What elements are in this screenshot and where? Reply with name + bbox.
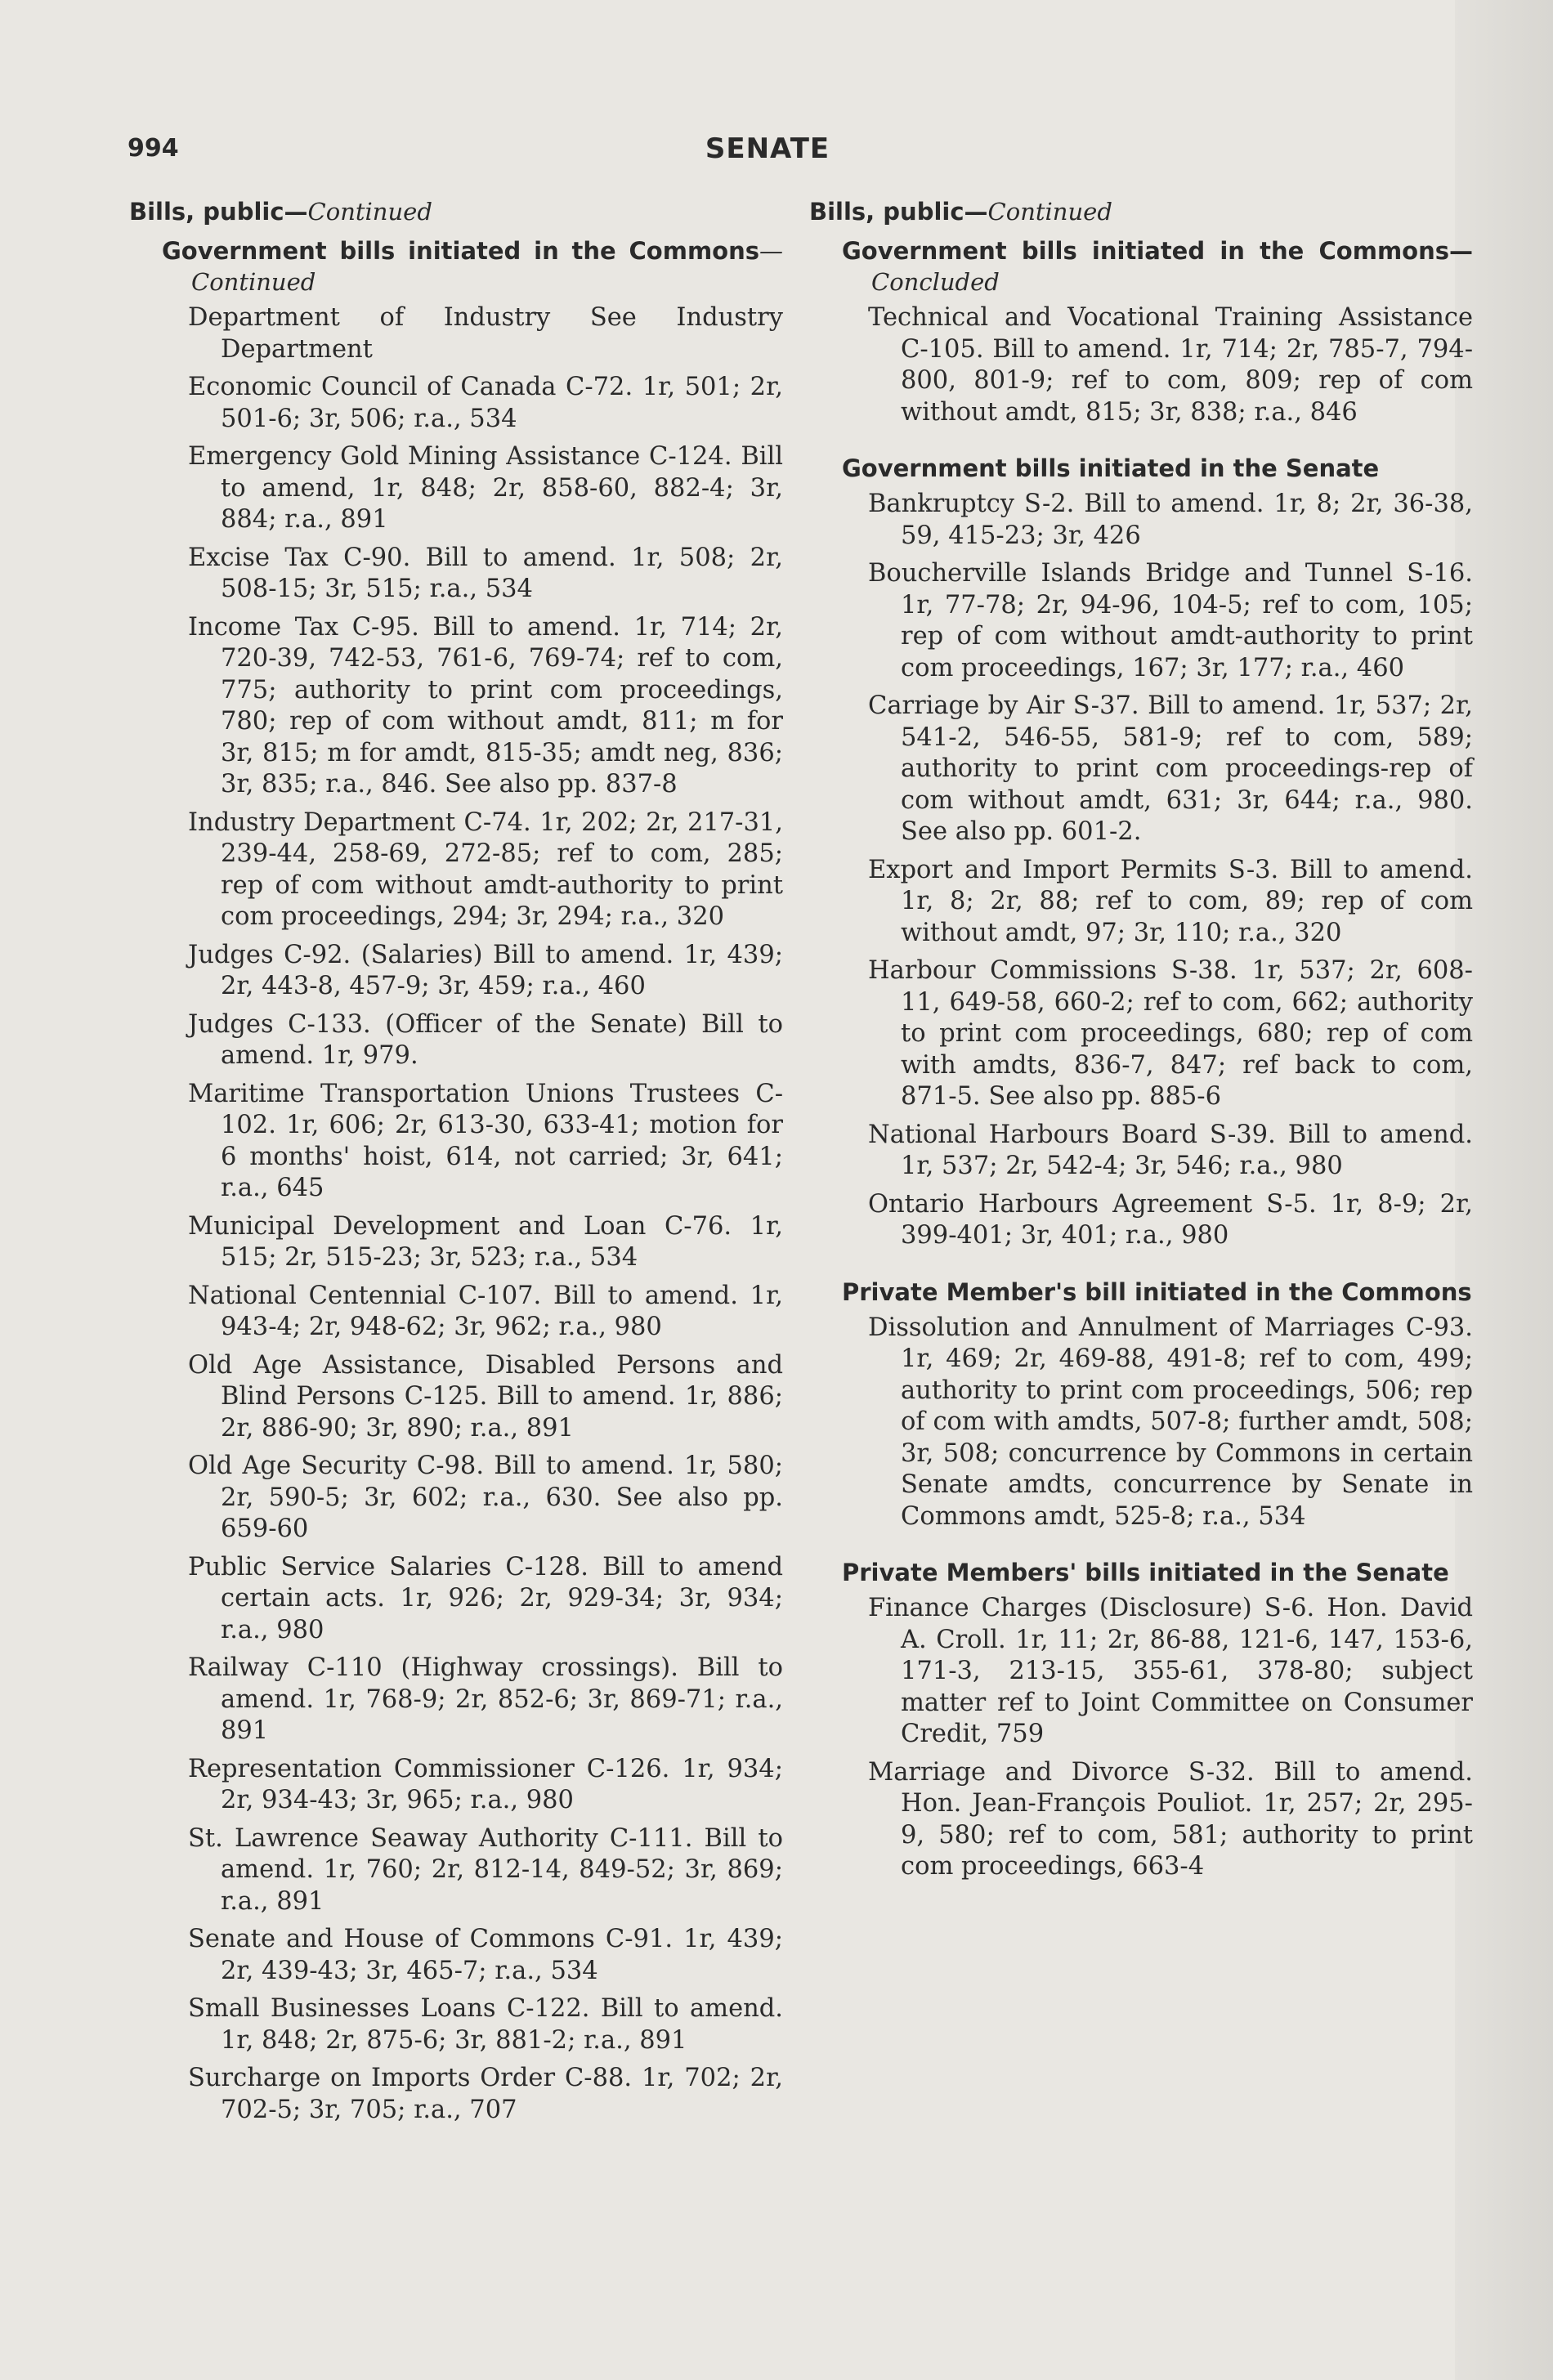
index-entry: Bankruptcy S-2. Bill to amend. 1r, 8; 2r, 36-38, 59, 415-23; 3r, 426 [868,490,1473,550]
index-entry: National Harbours Board S-39. Bill to amend. 1r, 537; 2r, 542-4; 3r, 546; r.a., 980 [868,1120,1473,1180]
index-entry: Marriage and Divorce S-32. Bill to amend. Hon. Jean-François Pouliot. 1r, 257; 2r, 295-9, 580; ref to com, 581; authority to print com proceedings, 663-4 [868,1757,1473,1881]
section-subheading: Government bills initiated in the Commons—Concluded [842,237,1473,296]
index-entry: Finance Charges (Disclosure) S-6. Hon. David A. Croll. 1r, 11; 2r, 86-88, 121-6, 147, 153-6, 171-3, 213-15, 355-61, 378-80; subject matter ref to Joint Committee on Consumer Credit, 759 [868,1594,1473,1748]
left-column [129,196,783,2132]
index-entry: Surcharge on Imports Order C-88. 1r, 702; 2r, 702-5; 3r, 705; r.a., 707 [188,2064,783,2124]
running-head: SENATE [705,132,830,165]
right-column [809,196,1473,1890]
index-entry: Senate and House of Commons C-91. 1r, 439; 2r, 439-43; 3r, 465-7; r.a., 534 [188,1925,783,1985]
index-entry: Carriage by Air S-37. Bill to amend. 1r, 537; 2r, 541-2, 546-55, 581-9; ref to com, 589; authority to print com proceedings-rep of com without amdt, 631; 3r, 644; r.a., 980. See also pp. 601-2. [868,691,1473,846]
index-entry: Industry Department C-74. 1r, 202; 2r, 217-31, 239-44, 258-69, 272-85; ref to com, 285; rep of com without amdt-authority to print com proceedings, 294; 3r, 294; r.a., 320 [188,808,783,931]
index-entry: Dissolution and Annulment of Marriages C-93. 1r, 469; 2r, 469-88, 491-8; ref to com, 499; authority to print com proceedings, 506; rep of com with amdts, 507-8; further amdt, 508; 3r, 508; concurrence by Commons in certain Senate amdts, concurrence by Senate in Commons amdt, 525-8; r.a., 534 [868,1313,1473,1531]
index-entry: National Centennial C-107. Bill to amend. 1r, 943-4; 2r, 948-62; 3r, 962; r.a., 980 [188,1281,783,1341]
index-entry: Emergency Gold Mining Assistance C-124. Bill to amend, 1r, 848; 2r, 858-60, 882-4; 3r, 884; r.a., 891 [188,442,783,534]
continued-heading: Bills, public—Continued [809,198,1112,226]
index-entries [129,302,783,2126]
index-entry: Ontario Harbours Agreement S-5. 1r, 8-9; 2r, 399-401; 3r, 401; r.a., 980 [868,1189,1473,1250]
index-entry: Excise Tax C-90. Bill to amend. 1r, 508; 2r, 508-15; 3r, 515; r.a., 534 [188,543,783,603]
index-entry: Railway C-110 (Highway crossings). Bill to amend. 1r, 768-9; 2r, 852-6; 3r, 869-71; r.a., 891 [188,1653,783,1745]
index-entry: Small Businesses Loans C-122. Bill to amend. 1r, 848; 2r, 875-6; 3r, 881-2; r.a., 891 [188,1994,783,2055]
index-entry: St. Lawrence Seaway Authority C-111. Bill to amend. 1r, 760; 2r, 812-14, 849-52; 3r, 869; r.a., 891 [188,1823,783,1916]
index-entry: Technical and Vocational Training Assistance C-105. Bill to amend. 1r, 714; 2r, 785-7, 794-800, 801-9; ref to com, 809; rep of com without amdt, 815; 3r, 838; r.a., 846 [868,303,1473,427]
index-entry: Harbour Commissions S-38. 1r, 537; 2r, 608-11, 649-58, 660-2; ref to com, 662; authority to print com proceedings, 680; rep of com with amdts, 836-7, 847; ref back to com, 871-5. See also pp. 885-6 [868,956,1473,1111]
index-entry: Old Age Security C-98. Bill to amend. 1r, 580; 2r, 590-5; 3r, 602; r.a., 630. See also pp. 659-60 [188,1452,783,1543]
index-entry: Export and Import Permits S-3. Bill to amend. 1r, 8; 2r, 88; ref to com, 89; rep of com without amdt, 97; 3r, 110; r.a., 320 [868,855,1473,947]
index-entry: Department of Industry See Industry Department [188,303,783,364]
section-subheading: Private Member's bill initiated in the Commons [842,1277,1472,1306]
continued-heading: Bills, public—Continued [129,198,432,226]
index-entry: Municipal Development and Loan C-76. 1r, 515; 2r, 515-23; 3r, 523; r.a., 534 [188,1211,783,1272]
index-entry: Income Tax C-95. Bill to amend. 1r, 714; 2r, 720-39, 742-53, 761-6, 769-74; ref to com, 775; authority to print com proceedings, 780; rep of com without amdt, 811; m for 3r, 815; m for amdt, 815-35; amdt neg, 836; 3r, 835; r.a., 846. See also pp. 837-8 [188,612,783,799]
index-entry: Judges C-133. (Officer of the Senate) Bill to amend. 1r, 979. [188,1009,783,1070]
section-subheading: Private Members' bills initiated in the Senate [842,1559,1449,1586]
index-entry: Boucherville Islands Bridge and Tunnel S-16. 1r, 77-78; 2r, 94-96, 104-5; ref to com, 105; rep of com without amdt-authority to print com proceedings, 167; 3r, 177; r.a., 460 [868,559,1473,682]
index-entry: Representation Commissioner C-126. 1r, 934; 2r, 934-43; 3r, 965; r.a., 980 [188,1754,783,1814]
page-number: 994 [128,134,179,163]
index-entry: Economic Council of Canada C-72. 1r, 501; 2r, 501-6; 3r, 506; r.a., 534 [188,373,783,433]
index-entry: Judges C-92. (Salaries) Bill to amend. 1r, 439; 2r, 443-8, 457-9; 3r, 459; r.a., 460 [188,940,783,1000]
section-subheading: Government bills initiated in the Commons—Continued [162,237,783,296]
section-subheading: Government bills initiated in the Senate [842,454,1380,482]
index-entry: Old Age Assistance, Disabled Persons and Blind Persons C-125. Bill to amend. 1r, 886; 2r, 886-90; 3r, 890; r.a., 891 [188,1350,783,1443]
index-entry: Public Service Salaries C-128. Bill to amend certain acts. 1r, 926; 2r, 929-34; 3r, 934; r.a., 980 [188,1552,783,1644]
index-entry: Maritime Transportation Unions Trustees C-102. 1r, 606; 2r, 613-30, 633-41; motion for 6 months' hoist, 614, not carried; 3r, 641; r.a., 645 [188,1079,783,1202]
